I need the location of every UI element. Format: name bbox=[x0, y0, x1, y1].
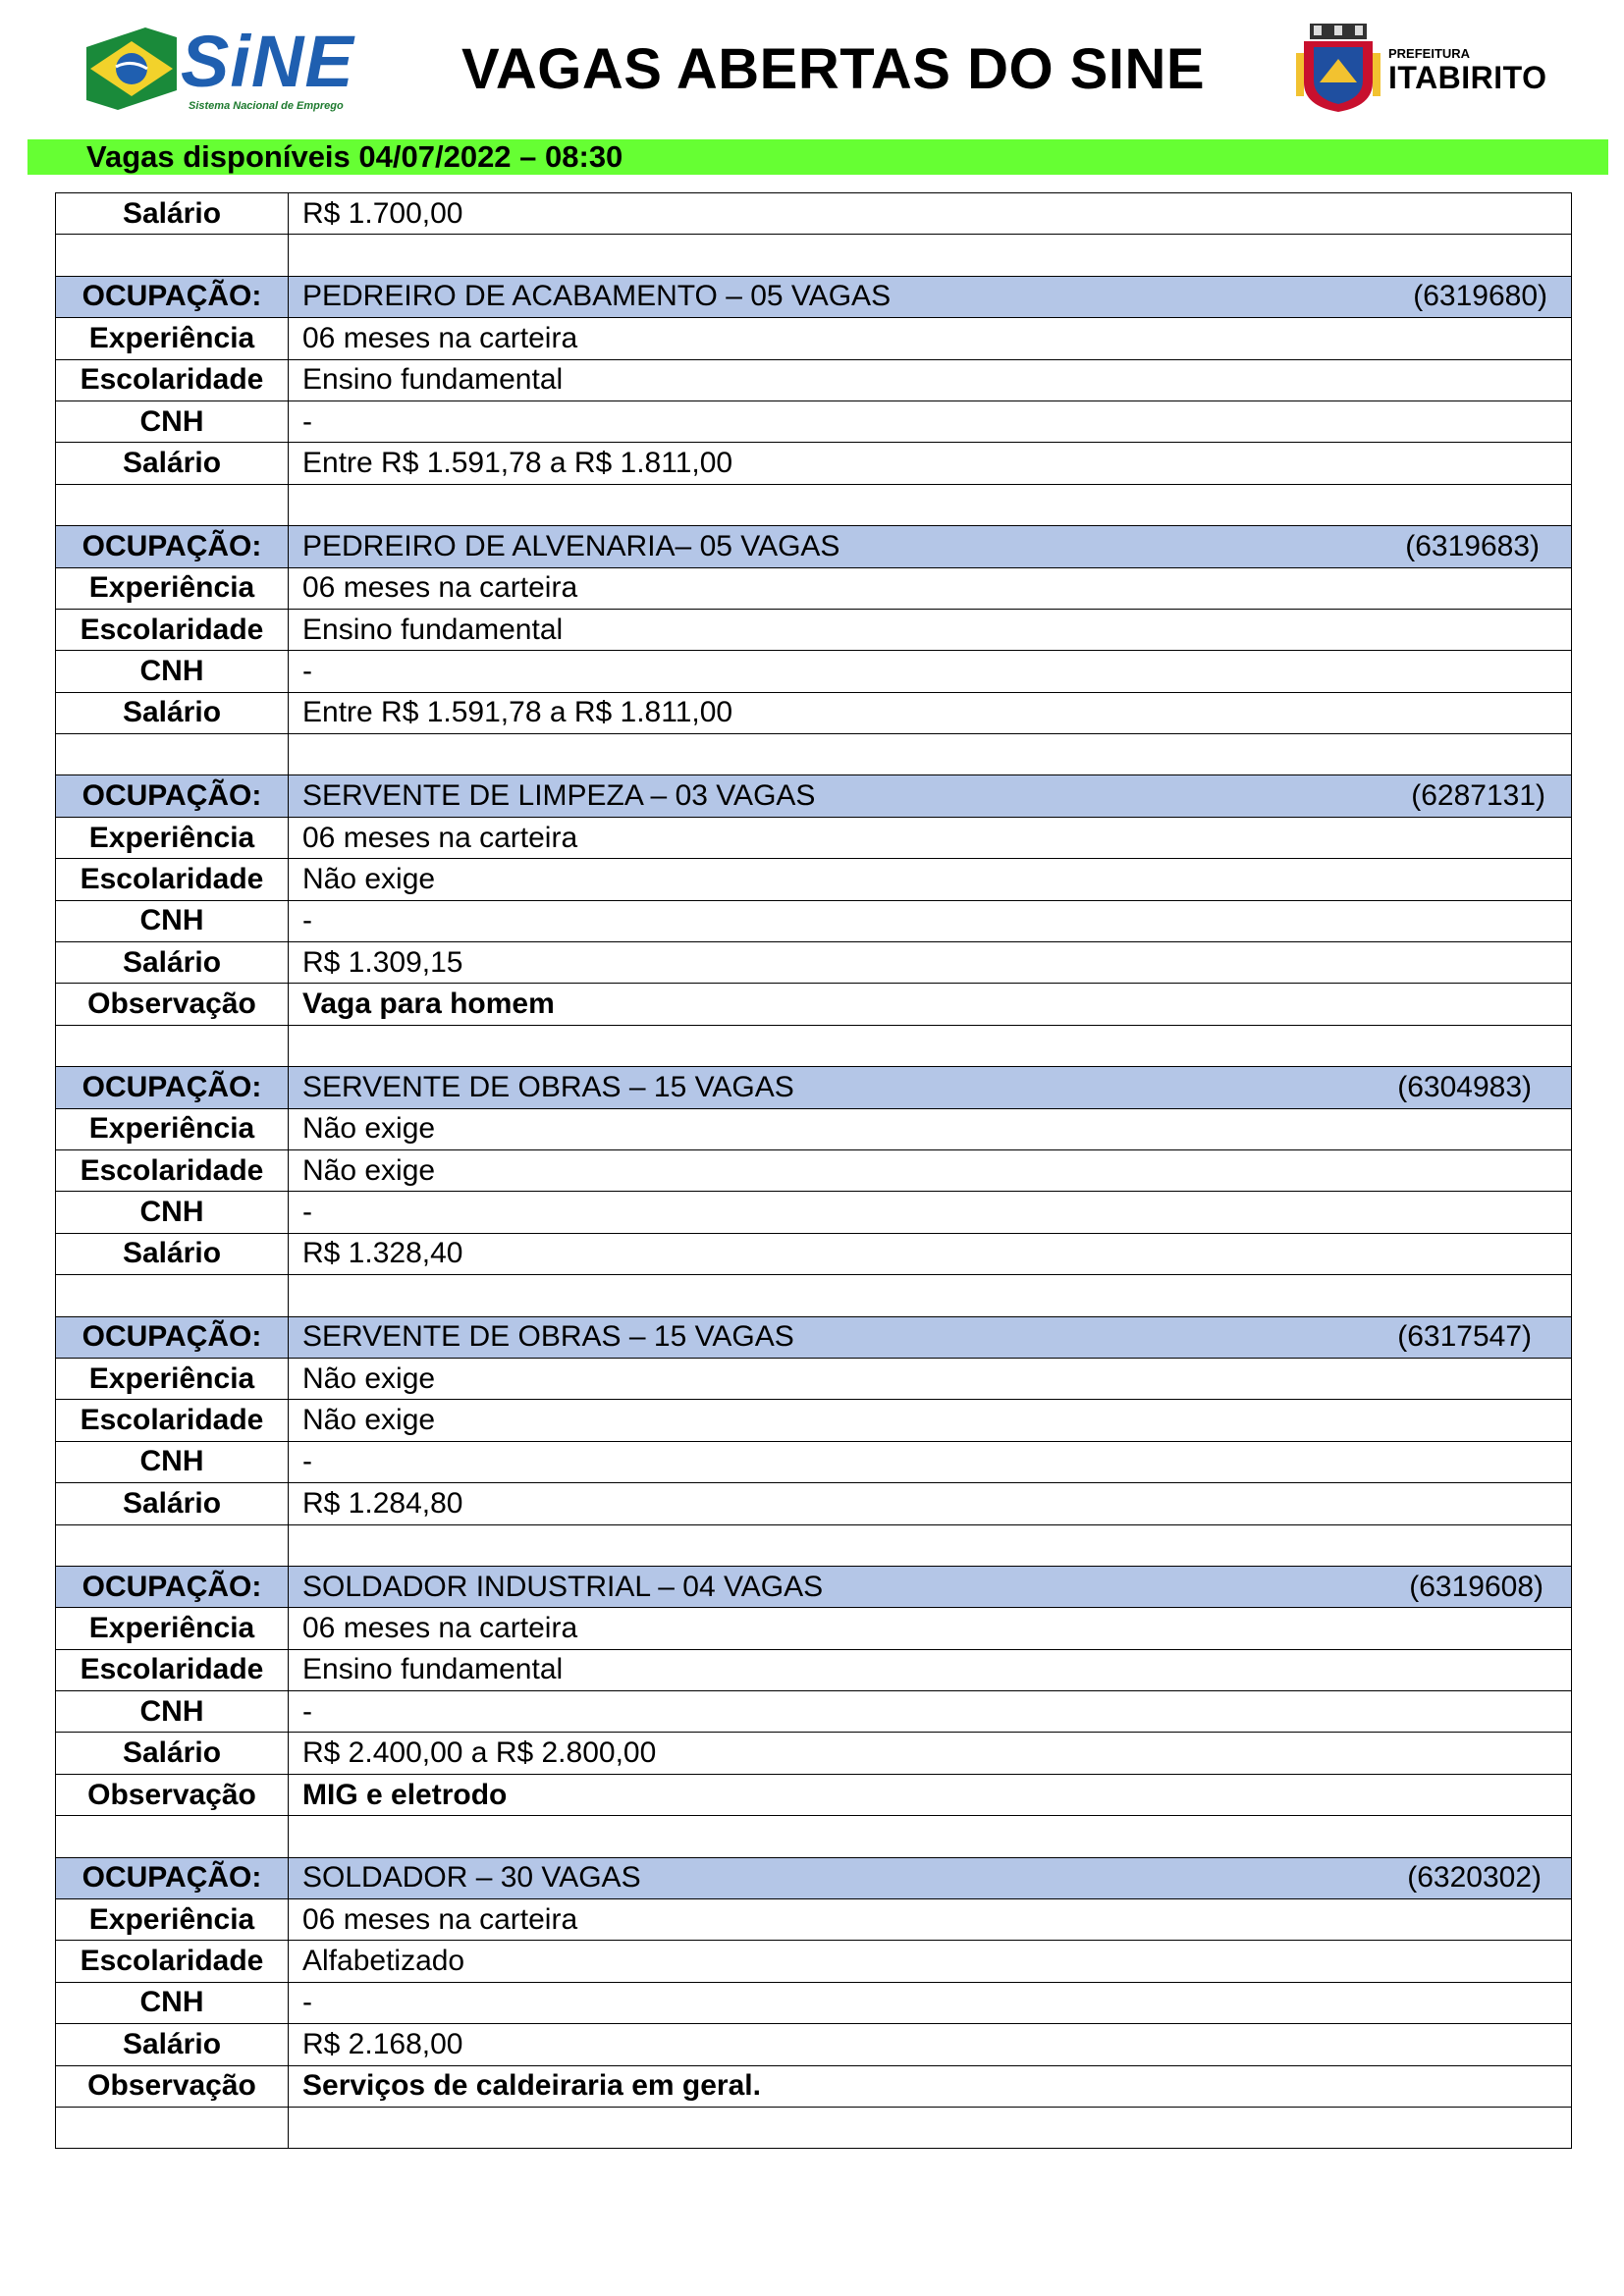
cnh-label: CNH bbox=[56, 900, 289, 941]
availability-banner bbox=[27, 139, 1608, 175]
occupation-code: (6287131) bbox=[1411, 779, 1545, 813]
experiencia-value: Não exige bbox=[289, 1108, 1572, 1149]
occupation-row bbox=[56, 1566, 1572, 1607]
salario-value: R$ 1.284,80 bbox=[289, 1483, 1572, 1524]
observacao-value: MIG e eletrodo bbox=[289, 1774, 1572, 1815]
coat-of-arms-icon bbox=[1296, 24, 1380, 114]
table-row bbox=[56, 817, 1572, 858]
experiencia-value: 06 meses na carteira bbox=[289, 567, 1572, 609]
occupation-title: PEDREIRO DE ACABAMENTO – 05 VAGAS bbox=[302, 280, 892, 313]
escolaridade-label: Escolaridade bbox=[56, 359, 289, 400]
table-row bbox=[56, 1149, 1572, 1191]
cnh-label: CNH bbox=[56, 400, 289, 442]
table-row bbox=[56, 1899, 1572, 1941]
spacer-row bbox=[56, 734, 1572, 775]
experiencia-label: Experiência bbox=[56, 318, 289, 359]
table-row bbox=[56, 2065, 1572, 2107]
ocupacao-label: OCUPAÇÃO: bbox=[56, 276, 289, 317]
table-row bbox=[56, 1691, 1572, 1733]
escolaridade-value: Ensino fundamental bbox=[289, 359, 1572, 400]
experiencia-label: Experiência bbox=[56, 1608, 289, 1649]
sine-logo-subtitle: Sistema Nacional de Emprego bbox=[189, 100, 344, 112]
table-row bbox=[56, 1733, 1572, 1774]
spacer-row bbox=[56, 1025, 1572, 1066]
cnh-label: CNH bbox=[56, 1192, 289, 1233]
spacer-row bbox=[56, 235, 1572, 276]
ocupacao-label: OCUPAÇÃO: bbox=[56, 1067, 289, 1108]
cnh-label: CNH bbox=[56, 1691, 289, 1733]
experiencia-label: Experiência bbox=[56, 817, 289, 858]
table-row bbox=[56, 692, 1572, 733]
experiencia-label: Experiência bbox=[56, 1899, 289, 1941]
escolaridade-label: Escolaridade bbox=[56, 859, 289, 900]
page-title: VAGAS ABERTAS DO SINE bbox=[461, 37, 1206, 101]
table-row bbox=[56, 609, 1572, 650]
spacer-row bbox=[56, 1816, 1572, 1857]
cnh-value: - bbox=[289, 1441, 1572, 1482]
salario-value: R$ 2.400,00 a R$ 2.800,00 bbox=[289, 1733, 1572, 1774]
table-row bbox=[56, 900, 1572, 941]
occupation-code: (6319608) bbox=[1409, 1570, 1543, 1603]
table-row bbox=[56, 1192, 1572, 1233]
cnh-label: CNH bbox=[56, 1982, 289, 2023]
occupation-title: SERVENTE DE OBRAS – 15 VAGAS bbox=[302, 1320, 794, 1354]
cnh-label: CNH bbox=[56, 1441, 289, 1482]
escolaridade-value: Não exige bbox=[289, 1149, 1572, 1191]
table-row bbox=[56, 1358, 1572, 1399]
experiencia-label: Experiência bbox=[56, 1108, 289, 1149]
salario-value: R$ 1.328,40 bbox=[289, 1233, 1572, 1274]
occupation-code: (6320302) bbox=[1407, 1861, 1542, 1895]
occupation-title: SOLDADOR INDUSTRIAL – 04 VAGAS bbox=[302, 1570, 824, 1603]
salario-label: Salário bbox=[56, 942, 289, 984]
spacer-row bbox=[56, 2107, 1572, 2148]
observacao-label: Observação bbox=[56, 984, 289, 1025]
ocupacao-label: OCUPAÇÃO: bbox=[56, 775, 289, 817]
table-row bbox=[56, 984, 1572, 1025]
table-row bbox=[56, 1941, 1572, 1982]
table-row bbox=[56, 359, 1572, 400]
experiencia-value: 06 meses na carteira bbox=[289, 817, 1572, 858]
sine-logo-text: SiNE bbox=[181, 21, 354, 102]
occupation-code: (6317547) bbox=[1397, 1320, 1532, 1354]
cnh-value: - bbox=[289, 1192, 1572, 1233]
ocupacao-label: OCUPAÇÃO: bbox=[56, 1566, 289, 1607]
table-row bbox=[56, 1982, 1572, 2023]
escolaridade-value: Alfabetizado bbox=[289, 1941, 1572, 1982]
occupation-title: SERVENTE DE LIMPEZA – 03 VAGAS bbox=[302, 779, 816, 813]
table-row bbox=[56, 2024, 1572, 2065]
cnh-value: - bbox=[289, 1982, 1572, 2023]
experiencia-label: Experiência bbox=[56, 567, 289, 609]
experiencia-value: 06 meses na carteira bbox=[289, 1899, 1572, 1941]
observacao-value: Vaga para homem bbox=[289, 984, 1572, 1025]
spacer-row bbox=[56, 1275, 1572, 1316]
occupation-code: (6319683) bbox=[1405, 529, 1540, 562]
occupation-row bbox=[56, 526, 1572, 567]
escolaridade-label: Escolaridade bbox=[56, 1941, 289, 1982]
escolaridade-value: Ensino fundamental bbox=[289, 1649, 1572, 1690]
occupation-row bbox=[56, 276, 1572, 317]
table-row bbox=[56, 1483, 1572, 1524]
city-name: ITABIRITO bbox=[1388, 60, 1547, 95]
salario-label: Salário bbox=[56, 1733, 289, 1774]
escolaridade-label: Escolaridade bbox=[56, 1149, 289, 1191]
cnh-label: CNH bbox=[56, 651, 289, 692]
ocupacao-label: OCUPAÇÃO: bbox=[56, 526, 289, 567]
experiencia-label: Experiência bbox=[56, 1358, 289, 1399]
salario-value: Entre R$ 1.591,78 a R$ 1.811,00 bbox=[289, 443, 1572, 484]
escolaridade-label: Escolaridade bbox=[56, 609, 289, 650]
ocupacao-label: OCUPAÇÃO: bbox=[56, 1316, 289, 1358]
experiencia-value: 06 meses na carteira bbox=[289, 318, 1572, 359]
occupation-row bbox=[56, 775, 1572, 817]
table-row bbox=[56, 318, 1572, 359]
salario-label: Salário bbox=[56, 193, 289, 235]
salario-value: Entre R$ 1.591,78 a R$ 1.811,00 bbox=[289, 692, 1572, 733]
experiencia-value: Não exige bbox=[289, 1358, 1572, 1399]
salario-label: Salário bbox=[56, 2024, 289, 2065]
table-row bbox=[56, 1233, 1572, 1274]
cnh-value: - bbox=[289, 900, 1572, 941]
sine-logo bbox=[86, 21, 361, 118]
table-row bbox=[56, 651, 1572, 692]
cnh-value: - bbox=[289, 651, 1572, 692]
prefeitura-logo bbox=[1296, 24, 1547, 114]
cnh-value: - bbox=[289, 400, 1572, 442]
occupation-title: SOLDADOR – 30 VAGAS bbox=[302, 1861, 641, 1895]
salario-label: Salário bbox=[56, 1483, 289, 1524]
cnh-value: - bbox=[289, 1691, 1572, 1733]
table-row bbox=[56, 1441, 1572, 1482]
occupation-row bbox=[56, 1316, 1572, 1358]
page-header bbox=[0, 0, 1624, 133]
escolaridade-value: Não exige bbox=[289, 859, 1572, 900]
escolaridade-value: Não exige bbox=[289, 1400, 1572, 1441]
salario-value: R$ 1.700,00 bbox=[289, 193, 1572, 235]
spacer-row bbox=[56, 484, 1572, 525]
observacao-value: Serviços de caldeiraria em geral. bbox=[289, 2065, 1572, 2107]
occupation-code: (6319680) bbox=[1413, 280, 1547, 313]
ocupacao-label: OCUPAÇÃO: bbox=[56, 1857, 289, 1898]
table-row bbox=[56, 1400, 1572, 1441]
escolaridade-value: Ensino fundamental bbox=[289, 609, 1572, 650]
occupation-code: (6304983) bbox=[1397, 1070, 1532, 1103]
table-row bbox=[56, 859, 1572, 900]
spacer-row bbox=[56, 1524, 1572, 1566]
experiencia-value: 06 meses na carteira bbox=[289, 1608, 1572, 1649]
salario-label: Salário bbox=[56, 1233, 289, 1274]
table-row bbox=[56, 400, 1572, 442]
observacao-label: Observação bbox=[56, 1774, 289, 1815]
observacao-label: Observação bbox=[56, 2065, 289, 2107]
salario-value: R$ 1.309,15 bbox=[289, 942, 1572, 984]
sine-flag-icon bbox=[86, 27, 177, 110]
occupation-row bbox=[56, 1857, 1572, 1898]
banner-text: Vagas disponíveis 04/07/2022 – 08:30 bbox=[86, 139, 623, 174]
occupation-title: PEDREIRO DE ALVENARIA– 05 VAGAS bbox=[302, 529, 840, 562]
occupation-row bbox=[56, 1067, 1572, 1108]
table-row bbox=[56, 567, 1572, 609]
table-row bbox=[56, 1608, 1572, 1649]
occupation-title: SERVENTE DE OBRAS – 15 VAGAS bbox=[302, 1070, 794, 1103]
table-row bbox=[56, 443, 1572, 484]
table-row bbox=[56, 193, 1572, 235]
escolaridade-label: Escolaridade bbox=[56, 1400, 289, 1441]
salario-label: Salário bbox=[56, 443, 289, 484]
table-row bbox=[56, 1774, 1572, 1815]
job-table bbox=[55, 192, 1572, 2149]
table-row bbox=[56, 942, 1572, 984]
prefeitura-label: PREFEITURA bbox=[1388, 46, 1471, 61]
salario-label: Salário bbox=[56, 692, 289, 733]
escolaridade-label: Escolaridade bbox=[56, 1649, 289, 1690]
salario-value: R$ 2.168,00 bbox=[289, 2024, 1572, 2065]
table-row bbox=[56, 1649, 1572, 1690]
table-row bbox=[56, 1108, 1572, 1149]
